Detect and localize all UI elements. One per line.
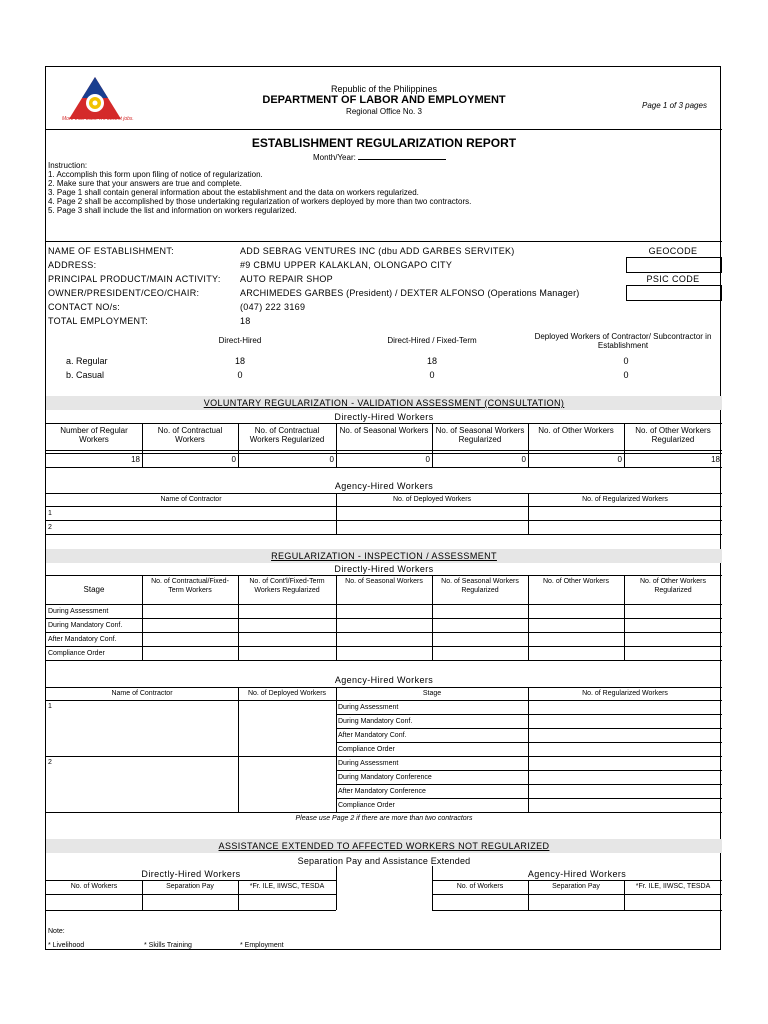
employment-row-label: a. Regular xyxy=(66,356,108,366)
vol-direct-header: No. of Seasonal Workers Regularized xyxy=(435,426,525,444)
insp-agency-stage: Compliance Order xyxy=(338,802,395,809)
vol-direct-header: No. of Contractual Workers Regularized xyxy=(249,426,325,444)
instruction-heading: Instruction: xyxy=(48,161,88,170)
vol-agency-header: No. of Regularized Workers xyxy=(582,496,668,503)
vol-agency-row-no: 2 xyxy=(48,524,52,531)
field-label: NAME OF ESTABLISHMENT: xyxy=(48,246,174,256)
insp-direct-header: Stage xyxy=(83,585,105,594)
note-item: * Skills Training xyxy=(144,942,192,949)
assist-agency-header: *Fr. ILE, IIWSC, TESDA xyxy=(635,883,711,890)
note-label: Note: xyxy=(48,928,65,935)
insp-agency-header: Name of Contractor xyxy=(111,690,173,697)
insp-agency-header: Stage xyxy=(422,690,442,697)
voluntary-direct-title: Directly-Hired Workers xyxy=(334,412,434,422)
insp-agency-stage: During Assessment xyxy=(338,704,399,711)
month-year xyxy=(313,152,446,162)
insp-direct-header: No. of Other Workers Regularized xyxy=(639,578,706,594)
instruction-line: 1. Accomplish this form upon filing of notice of regularization. xyxy=(48,170,263,179)
insp-agency-stage: During Mandatory Conference xyxy=(338,774,432,781)
employment-value: 18 xyxy=(234,356,245,366)
insp-direct-header: No. of Other Workers xyxy=(542,578,609,585)
vol-agency-row-no: 1 xyxy=(48,510,52,517)
department-name: DEPARTMENT OF LABOR AND EMPLOYMENT xyxy=(262,94,506,106)
vol-direct-header: No. of Other Workers Regularized xyxy=(635,426,711,444)
insp-agency-header: No. of Deployed Workers xyxy=(247,690,327,697)
assistance-title: ASSISTANCE EXTENDED TO AFFECTED WORKERS NOT REGULARIZED xyxy=(218,841,550,851)
assist-direct-header: No. of Workers xyxy=(70,883,118,890)
insp-agency-stage: After Mandatory Conference xyxy=(338,788,426,795)
field-label: TOTAL EMPLOYMENT: xyxy=(48,316,148,326)
instruction-line: 5. Page 3 shall include the list and information on workers regularized. xyxy=(48,206,297,215)
insp-direct-header: No. of Cont'l/Fixed-Term Workers Regularized xyxy=(249,578,325,594)
vol-direct-value: 18 xyxy=(131,455,140,464)
assist-direct-title: Directly-Hired Workers xyxy=(141,869,241,879)
regional-office: Regional Office No. 3 xyxy=(346,107,422,116)
insp-agency-stage: During Assessment xyxy=(338,760,399,767)
field-label: CONTACT NO/s: xyxy=(48,302,121,312)
col-header-deployed: Deployed Workers of Contractor/ Subcontractor in Establishment xyxy=(534,332,712,350)
note-item: * Livelihood xyxy=(48,942,85,949)
voluntary-agency-title: Agency-Hired Workers xyxy=(334,481,434,491)
employment-row-label: b. Casual xyxy=(66,370,105,380)
insp-agency-stage: After Mandatory Conf. xyxy=(338,732,407,739)
vol-agency-header: No. of Deployed Workers xyxy=(392,496,472,503)
note-item: * Employment xyxy=(240,942,284,949)
employment-value: 0 xyxy=(237,370,243,380)
field-value: ADD SEBRAG VENTURES INC (dbu ADD GARBES SERVITEK) xyxy=(240,246,515,256)
vol-direct-value: 0 xyxy=(425,455,430,464)
geocode-label: GEOCODE xyxy=(648,246,698,256)
republic-text: Republic of the Philippines xyxy=(330,84,438,94)
inspection-title: REGULARIZATION - INSPECTION / ASSESSMENT xyxy=(271,551,497,561)
vol-direct-header: No. of Seasonal Workers xyxy=(339,426,429,435)
assist-direct-header: *Fr. ILE, IIWSC, TESDA xyxy=(249,883,325,890)
employment-value: 0 xyxy=(623,356,629,366)
psic-label: PSIC CODE xyxy=(646,274,700,284)
assist-agency-header: No. of Workers xyxy=(456,883,504,890)
vol-direct-value: 0 xyxy=(329,455,334,464)
field-value: 18 xyxy=(240,316,251,326)
field-value: AUTO REPAIR SHOP xyxy=(240,274,333,284)
assist-agency-title: Agency-Hired Workers xyxy=(527,869,627,879)
insp-direct-header: No. of Seasonal Workers Regularized xyxy=(441,578,519,594)
insp-agency-header: No. of Regularized Workers xyxy=(582,690,668,697)
month-year-blank[interactable] xyxy=(358,152,446,160)
instruction-line: 3. Page 1 shall contain general information about the establishment and the data on workers regularized. xyxy=(48,188,419,197)
voluntary-title: VOLUNTARY REGULARIZATION - VALIDATION ASSESSMENT (CONSULTATION) xyxy=(203,398,565,408)
vol-direct-value: 0 xyxy=(231,455,236,464)
col-header-direct-hired: Direct-Hired xyxy=(218,336,262,345)
vol-direct-value: 0 xyxy=(617,455,622,464)
field-label: PRINCIPAL PRODUCT/MAIN ACTIVITY: xyxy=(48,274,221,284)
insp-direct-header: No. of Seasonal Workers xyxy=(345,578,423,585)
insp-direct-header: No. of Contractual/Fixed-Term Workers xyxy=(151,578,229,594)
employment-value: 0 xyxy=(623,370,629,380)
instruction-line: 4. Page 2 shall be accomplished by those undertaking regularization of workers deployed by more than two contractors. xyxy=(48,197,472,206)
insp-agency-stage: During Mandatory Conf. xyxy=(338,718,413,725)
vol-direct-value: 18 xyxy=(711,455,720,464)
field-value: #9 CBMU UPPER KALAKLAN, OLONGAPO CITY xyxy=(240,260,453,270)
insp-stage: Compliance Order xyxy=(48,650,105,657)
insp-agency-no: 2 xyxy=(48,759,52,766)
field-value: (047) 222 3169 xyxy=(240,302,306,312)
instruction-line: 2. Make sure that your answers are true and complete. xyxy=(48,179,242,188)
insp-agency-no: 1 xyxy=(48,703,52,710)
page-indicator: Page 1 of 3 pages xyxy=(642,101,707,110)
employment-value: 0 xyxy=(429,370,435,380)
insp-stage: After Mandatory Conf. xyxy=(48,636,117,643)
field-label: ADDRESS: xyxy=(48,260,97,270)
vol-direct-header: No. of Other Workers xyxy=(538,426,614,435)
insp-agency-stage: Compliance Order xyxy=(338,746,395,753)
inspection-direct-title: Directly-Hired Workers xyxy=(334,564,434,574)
psic-field[interactable] xyxy=(626,285,722,301)
employment-value: 18 xyxy=(426,356,437,366)
report-form xyxy=(45,66,721,950)
vol-agency-header: Name of Contractor xyxy=(160,496,222,503)
geocode-field[interactable] xyxy=(626,257,722,273)
assist-agency-header: Separation Pay xyxy=(552,883,600,890)
vol-direct-header: No. of Contractual Workers xyxy=(157,426,223,444)
inspection-agency-title: Agency-Hired Workers xyxy=(334,675,434,685)
assist-direct-header: Separation Pay xyxy=(166,883,214,890)
insp-stage: During Mandatory Conf. xyxy=(48,622,123,629)
insp-stage: During Assessment xyxy=(48,608,109,615)
vol-direct-value: 0 xyxy=(521,455,526,464)
field-value: ARCHIMEDES GARBES (President) / DEXTER ALFONSO (Operations Manager) xyxy=(240,288,580,298)
report-title: ESTABLISHMENT REGULARIZATION REPORT xyxy=(251,136,517,150)
inspection-footnote: Please use Page 2 if there are more than two contractors xyxy=(295,815,473,822)
assistance-subtitle: Separation Pay and Assistance Extended xyxy=(297,856,471,866)
field-label: OWNER/PRESIDENT/CEO/CHAIR: xyxy=(48,288,200,298)
col-header-fixed-term: Direct-Hired / Fixed-Term xyxy=(387,336,477,345)
vol-direct-header: Number of Regular Workers xyxy=(60,426,128,444)
month-year-label: Month/Year: xyxy=(313,153,359,162)
logo-tagline: More than Jobs! It's decent jobs. xyxy=(62,116,134,122)
